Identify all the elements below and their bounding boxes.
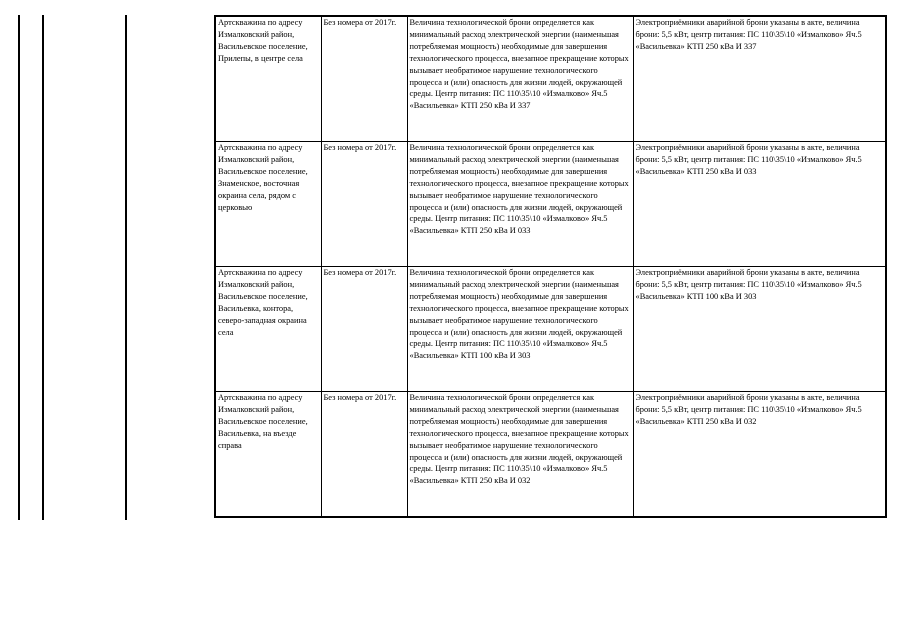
technological-reserve-cell: Величина технологической брони определяется как минимальный расход электрической энергии (наименьшая потребляемая мощность) необходимые для завершения технологического процесса, внезапное прекращение которых вызывает необратимое нарушение технологического процесса и (или) опасность для жизни людей, окружающей среды. Центр питания: ПС 110\35\10 «Измалково» Яч.5 «Васильевка» КТП 250 кВа И 337 [407,16,633,142]
document-number-cell: Без номера от 2017г. [321,392,407,518]
left-margin-rule [18,15,20,520]
table-row [215,267,886,392]
reserve-table [214,15,887,518]
document-number-cell: Без номера от 2017г. [321,267,407,392]
document-number-cell: Без номера от 2017г. [321,16,407,142]
left-margin-rule [42,15,44,520]
emergency-reserve-cell: Электроприёмники аварийной брони указаны в акте, величина брони: 5,5 кВт, центр питания: ПС 110\35\10 «Измалково» Яч.5 «Васильевка» КТП 250 кВа И 032 [633,392,886,518]
technological-reserve-cell: Величина технологической брони определяется как минимальный расход электрической энергии (наименьшая потребляемая мощность) необходимые для завершения технологического процесса, внезапное прекращение которых вызывает необратимое нарушение технологического процесса и (или) опасность для жизни людей, окружающей среды. Центр питания: ПС 110\35\10 «Измалково» Яч.5 «Васильевка» КТП 100 кВа И 303 [407,267,633,392]
emergency-reserve-cell: Электроприёмники аварийной брони указаны в акте, величина брони: 5,5 кВт, центр питания: ПС 110\35\10 «Измалково» Яч.5 «Васильевка» КТП 100 кВа И 303 [633,267,886,392]
table-row [215,142,886,267]
address-cell: Артскважина по адресу Измалковский район, Васильевское поселение, Прилепы, в центре села [215,16,321,142]
emergency-reserve-cell: Электроприёмники аварийной брони указаны в акте, величина брони: 5,5 кВт, центр питания: ПС 110\35\10 «Измалково» Яч.5 «Васильевка» КТП 250 кВа И 033 [633,142,886,267]
technological-reserve-cell: Величина технологической брони определяется как минимальный расход электрической энергии (наименьшая потребляемая мощность) необходимые для завершения технологического процесса, внезапное прекращение которых вызывает необратимое нарушение технологического процесса и (или) опасность для жизни людей, окружающей среды. Центр питания: ПС 110\35\10 «Измалково» Яч.5 «Васильевка» КТП 250 кВа И 033 [407,142,633,267]
technological-reserve-cell: Величина технологической брони определяется как минимальный расход электрической энергии (наименьшая потребляемая мощность) необходимые для завершения технологического процесса, внезапное прекращение которых вызывает необратимое нарушение технологического процесса и (или) опасность для жизни людей, окружающей среды. Центр питания: ПС 110\35\10 «Измалково» Яч.5 «Васильевка» КТП 250 кВа И 032 [407,392,633,518]
table-row [215,392,886,518]
document-number-cell: Без номера от 2017г. [321,142,407,267]
table-row [215,16,886,142]
address-cell: Артскважина по адресу Измалковский район, Васильевское поселение, Знаменское, восточная окраина села, рядом с церковью [215,142,321,267]
emergency-reserve-cell: Электроприёмники аварийной брони указаны в акте, величина брони: 5,5 кВт, центр питания: ПС 110\35\10 «Измалково» Яч.5 «Васильевка» КТП 250 кВа И 337 [633,16,886,142]
address-cell: Артскважина по адресу Измалковский район, Васильевское поселение, Васильевка, контора, северо-западная окраина села [215,267,321,392]
address-cell: Артскважина по адресу Измалковский район, Васильевское поселение, Васильевка, на въезде справа [215,392,321,518]
left-margin-rule [125,15,127,520]
